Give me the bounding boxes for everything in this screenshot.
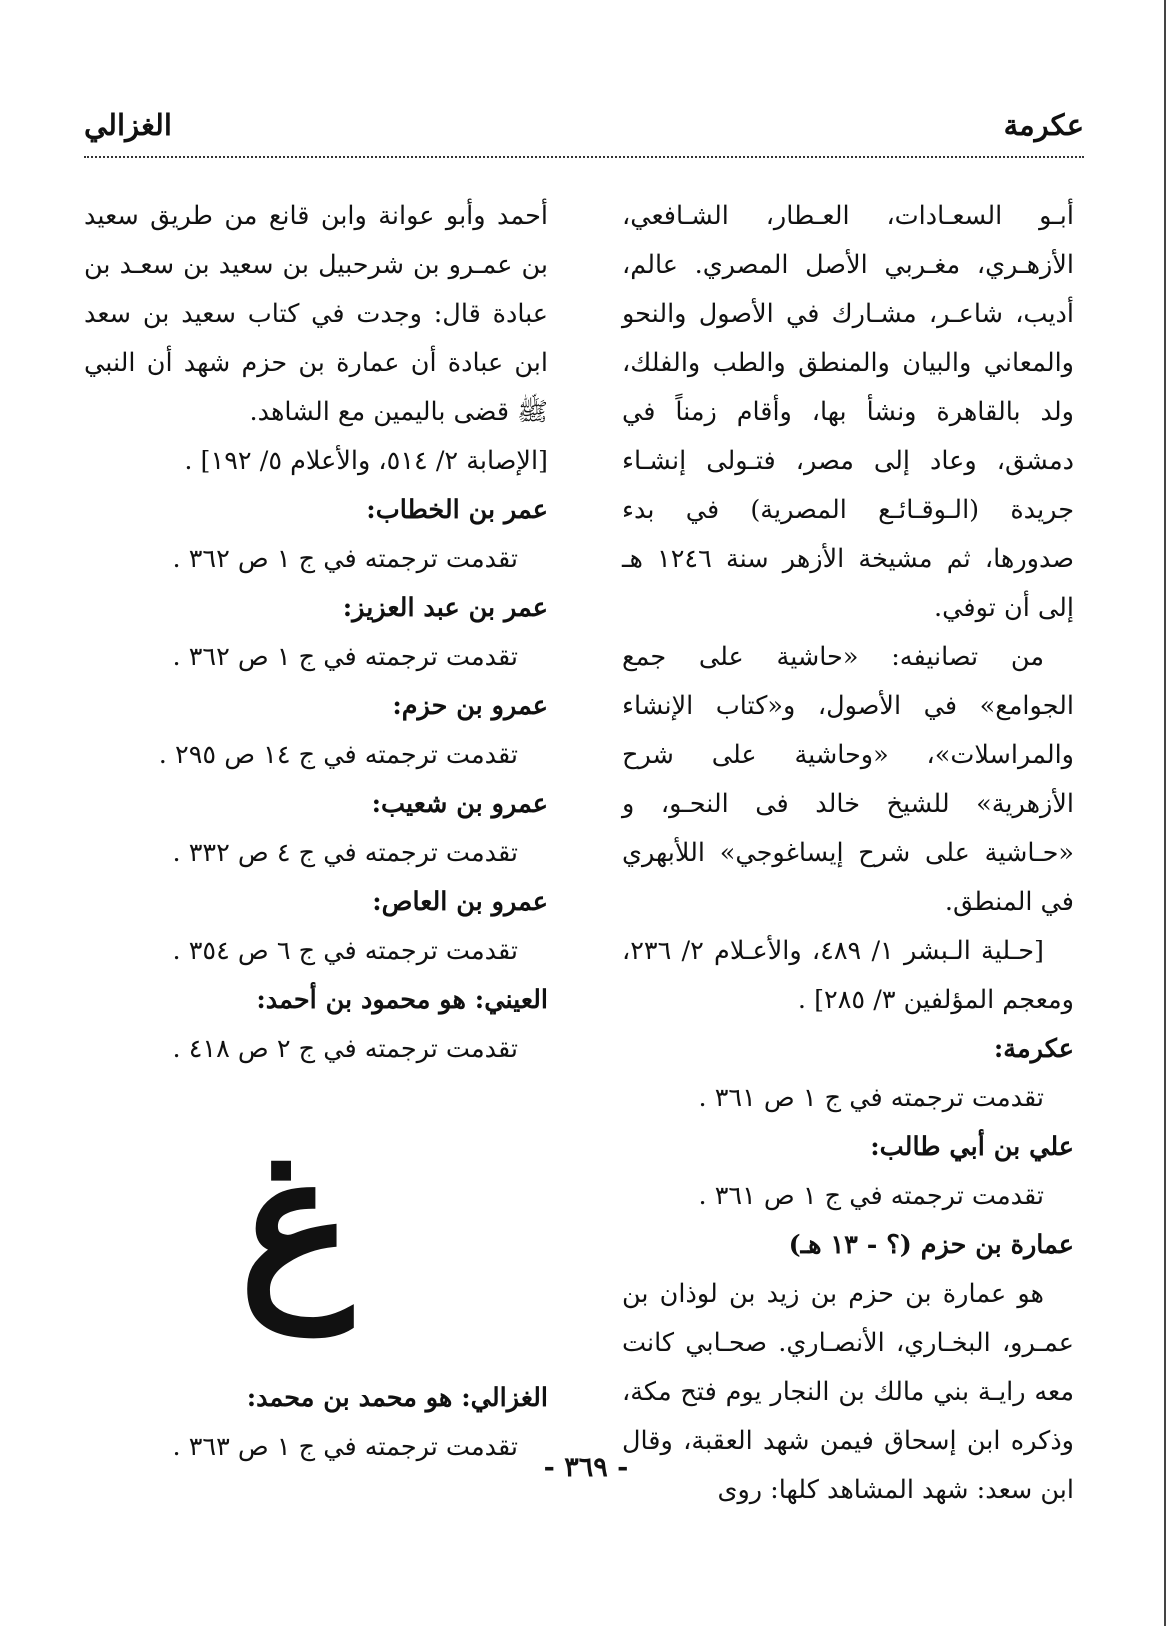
cross-reference: تقدمت ترجمته في ج ١ ص ٣٦١ . xyxy=(698,1181,1044,1211)
cross-reference: تقدمت ترجمته في ج ١ ص ٣٦٢ . xyxy=(172,642,518,672)
running-header xyxy=(84,108,1084,158)
reference-note: [الإصابة ٢/ ٥١٤، والأعلام ٥/ ١٩٢] . xyxy=(184,446,548,476)
entry-heading: عمر بن الخطاب: xyxy=(366,495,548,525)
paragraph: أبـو السعـادات، العـطار، الشـافعي، الأزهـري، مغـربي الأصل المصري. عالم، أديب، شاعـر، مشـارك في الأصول والنحو والمعاني والبيان والمنطق والطب والفلك، ولد بالقاهرة ونشأ بها، وأقام زمناً في دمشق، وعاد إلى مصر، فتـولى إنشـاء جريدة (الـوقـائـع المصرية) في بدء صدورها، ثم مشيخة الأزهر سنة ١٢٤٦ هـ إلى أن توفي. xyxy=(622,201,1074,623)
cross-reference: تقدمت ترجمته في ج ٦ ص ٣٥٤ . xyxy=(172,936,518,966)
entry-heading: عمرو بن شعيب: xyxy=(371,789,548,819)
cross-reference: تقدمت ترجمته في ج ١ ص ٣٦٣ . xyxy=(172,1432,518,1462)
paragraph: أحمد وأبو عوانة وابن قانع من طريق سعيد بن عمـرو بن شرحبيل بن سعيد بن سعـد بن عبادة قال: وجدت في كتاب سعيد بن سعد ابن عبادة أن عمارة بن حزم شهد أن النبي ﷺ قضى باليمين مع الشاهد. xyxy=(84,201,548,427)
entry-heading: عمرو بن العاص: xyxy=(372,887,548,917)
cross-reference: تقدمت ترجمته في ج ١٤ ص ٢٩٥ . xyxy=(158,740,518,770)
cross-reference: تقدمت ترجمته في ج ٤ ص ٣٣٢ . xyxy=(172,838,518,868)
page-number: - ٣٦٩ - xyxy=(543,1452,629,1483)
entry-heading: عكرمة: xyxy=(993,1034,1074,1064)
right-column xyxy=(622,192,1074,1515)
header-right-word: عكرمة xyxy=(1003,108,1084,142)
section-letter: غ xyxy=(239,1111,353,1334)
cross-reference: تقدمت ترجمته في ج ١ ص ٣٦١ . xyxy=(698,1083,1044,1113)
page-edge-line xyxy=(1164,0,1166,1626)
header-left-word: الغزالي xyxy=(84,108,172,142)
reference-note: [حـلية الـبشر ١/ ٤٨٩، والأعـلام ٢/ ٢٣٦، ومعجم المؤلفين ٣/ ٢٨٥] . xyxy=(622,936,1074,1015)
entry-heading: عمرو بن حزم: xyxy=(392,691,548,721)
entry-heading: علي بن أبي طالب: xyxy=(870,1132,1074,1162)
entry-heading: العيني: هو محمود بن أحمد: xyxy=(256,985,548,1015)
left-column xyxy=(84,192,548,1472)
entry-heading: عمر بن عبد العزيز: xyxy=(342,593,548,623)
header-dotted-rule xyxy=(84,156,1084,158)
paragraph: هو عمارة بن حزم بن زيد بن لوذان بن عمـرو، البخـاري، الأنصـاري. صحـابي كانت معه رايـة بني مالك بن النجار يوم فتح مكة، وذكره ابن إسحاق فيمن شهد العقبة، وقال ابن سعد: شهد المشاهد كلها: روى xyxy=(622,1279,1074,1505)
cross-reference: تقدمت ترجمته في ج ٢ ص ٤١٨ . xyxy=(172,1034,518,1064)
paragraph: من تصانيفه: «حاشية على جمع الجوامع» في الأصول، و«كتاب الإنشاء والمراسلات»، «وحاشية على شرح الأزهرية» للشيخ خالد فى النحـو، و «حـاشية على شرح إيساغوجي» اللأبهري في المنطق. xyxy=(622,642,1074,917)
cross-reference: تقدمت ترجمته في ج ١ ص ٣٦٢ . xyxy=(172,544,518,574)
entry-heading: الغزالي: هو محمد بن محمد: xyxy=(246,1383,548,1413)
entry-heading: عمارة بن حزم (؟ - ١٣ هـ) xyxy=(788,1230,1074,1260)
